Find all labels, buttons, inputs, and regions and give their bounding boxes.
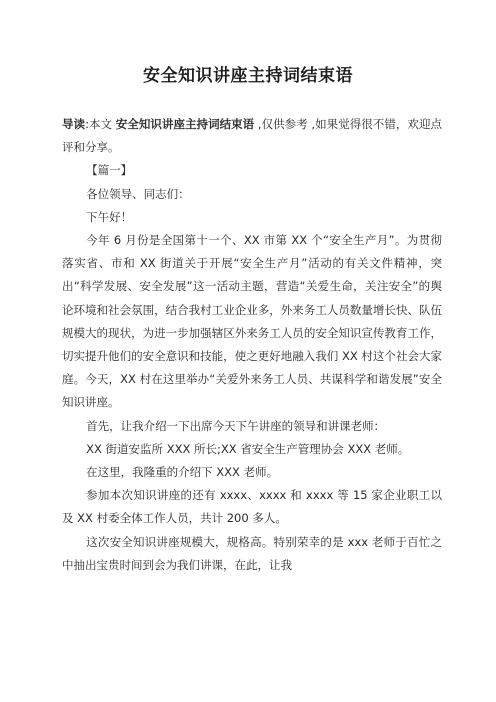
lead-text-a: :本文 — [85, 117, 116, 131]
paragraph-attendees: 参加本次知识讲座的还有 xxxx、xxxx 和 xxxx 等 15 家企业职工以及 XX 村委全体工作人员，共计 200 多人。 — [62, 488, 442, 526]
lead-text-b: ,仅供参考 ,如果觉得很不错，欢迎点评和分享。 — [62, 117, 443, 155]
document-title: 安全知识讲座主持词结束语 — [143, 66, 353, 86]
paragraph-teacher-intro: 在这里，我隆重的介绍下 XXX 老师。 — [86, 465, 279, 480]
paragraph-introduce-guests: 首先，让我介绍一下出席今天下午讲座的领导和讲课老师： — [86, 418, 386, 433]
lead-paragraph — [62, 113, 442, 159]
paragraph-greeting: 下午好！ — [86, 209, 133, 224]
paragraph-scale: 这次安全知识讲座规模大，规格高。特别荣幸的是 xxx 老师于百忙之中抽出宝贵时间到会为我们讲课，在此，让我 — [62, 534, 442, 572]
paragraph-intro: 今年 6 月份是全国第十一个、XX 市第 XX 个“安全生产月”。为贯彻落实省、市和 XX 街道关于开展“安全生产月”活动的有关文件精神，突出“科学发展、安全发展”这一活动主题，营造“关爱生命，关注安全”的舆论环境和社会氛围，结合我村工业企业多，外来务工人员数量增长快、队伍规模大的现状，为进一步加强辖区外来务工人员的安全知识宣传教育工作，切实提升他们的安全意识和技能，使之更好地融入我们 XX 村这个社会大家庭。今天，XX 村在这里举办“关爱外来务工人员、共谋科学和谐发展”安全知识讲座。 — [62, 233, 442, 410]
lead-title-ref: 安全知识讲座主持词结束语 — [115, 117, 255, 131]
document-body — [62, 113, 442, 577]
paragraph-guest-list: XX 街道安监所 XXX 所长;XX 省安全生产管理协会 XXX 老师。 — [86, 441, 410, 456]
lead-label: 导读 — [62, 117, 86, 131]
section-heading: 【篇一】 — [86, 163, 133, 178]
paragraph-salutation: 各位领导、同志们： — [86, 186, 190, 201]
